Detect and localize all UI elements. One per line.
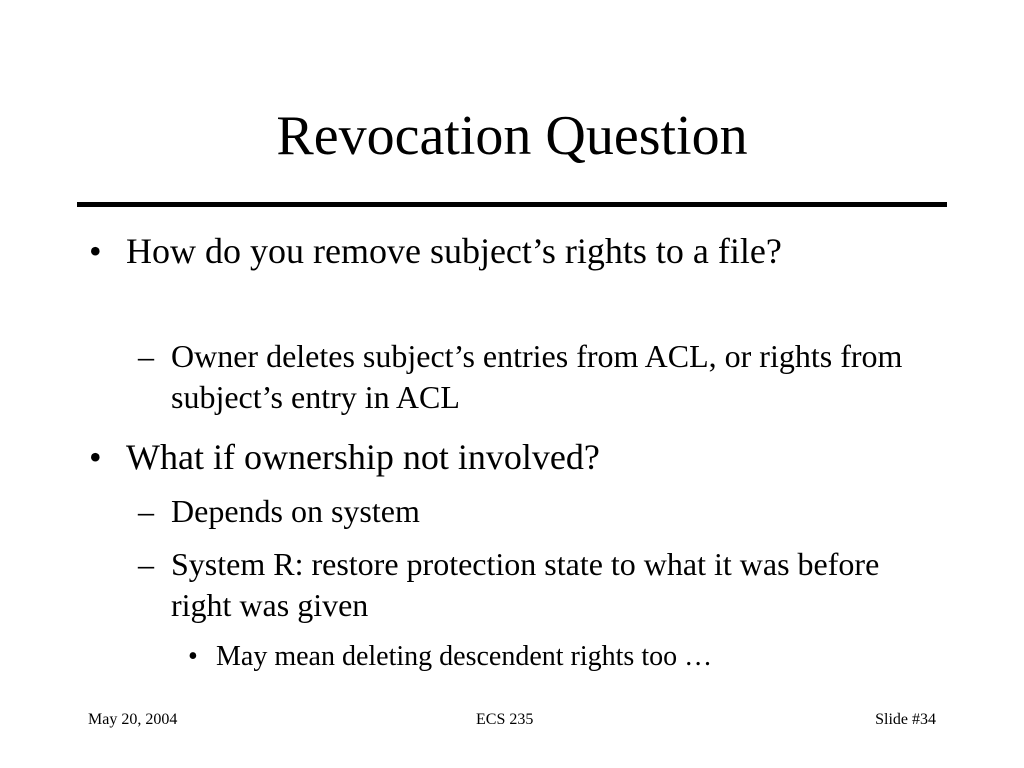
- bullet-marker: •: [89, 437, 102, 477]
- slide-title: Revocation Question: [276, 105, 748, 167]
- footer-course: ECS 235: [476, 711, 534, 728]
- sub-bullet-marker: –: [138, 493, 154, 529]
- sub-bullet-item: [138, 544, 911, 626]
- title-divider: [77, 202, 947, 207]
- sub-bullet-text: System R: restore protection state to what it was before right was given: [171, 546, 880, 623]
- sub-bullet-marker: –: [138, 546, 154, 582]
- bullet-item: [89, 230, 896, 273]
- bullet-marker: •: [89, 231, 102, 271]
- sub-sub-bullet-item: [188, 640, 916, 674]
- footer-date: May 20, 2004: [88, 711, 178, 728]
- sub-bullet-marker: –: [138, 338, 154, 374]
- sub-bullet-text: Owner deletes subject’s entries from ACL, or rights from subject’s entry in ACL: [171, 338, 903, 415]
- bullet-text: What if ownership not involved?: [126, 437, 600, 477]
- sub-bullet-item: [138, 336, 911, 418]
- sub-sub-bullet-text: May mean deleting descendent rights too …: [216, 641, 713, 672]
- footer-slide-number: Slide #34: [875, 711, 936, 728]
- bullet-item: [89, 436, 896, 479]
- sub-bullet-item: [138, 491, 911, 532]
- sub-bullet-text: Depends on system: [171, 493, 420, 529]
- bullet-text: How do you remove subject’s rights to a file?: [126, 231, 782, 271]
- sub-sub-bullet-marker: •: [188, 641, 198, 672]
